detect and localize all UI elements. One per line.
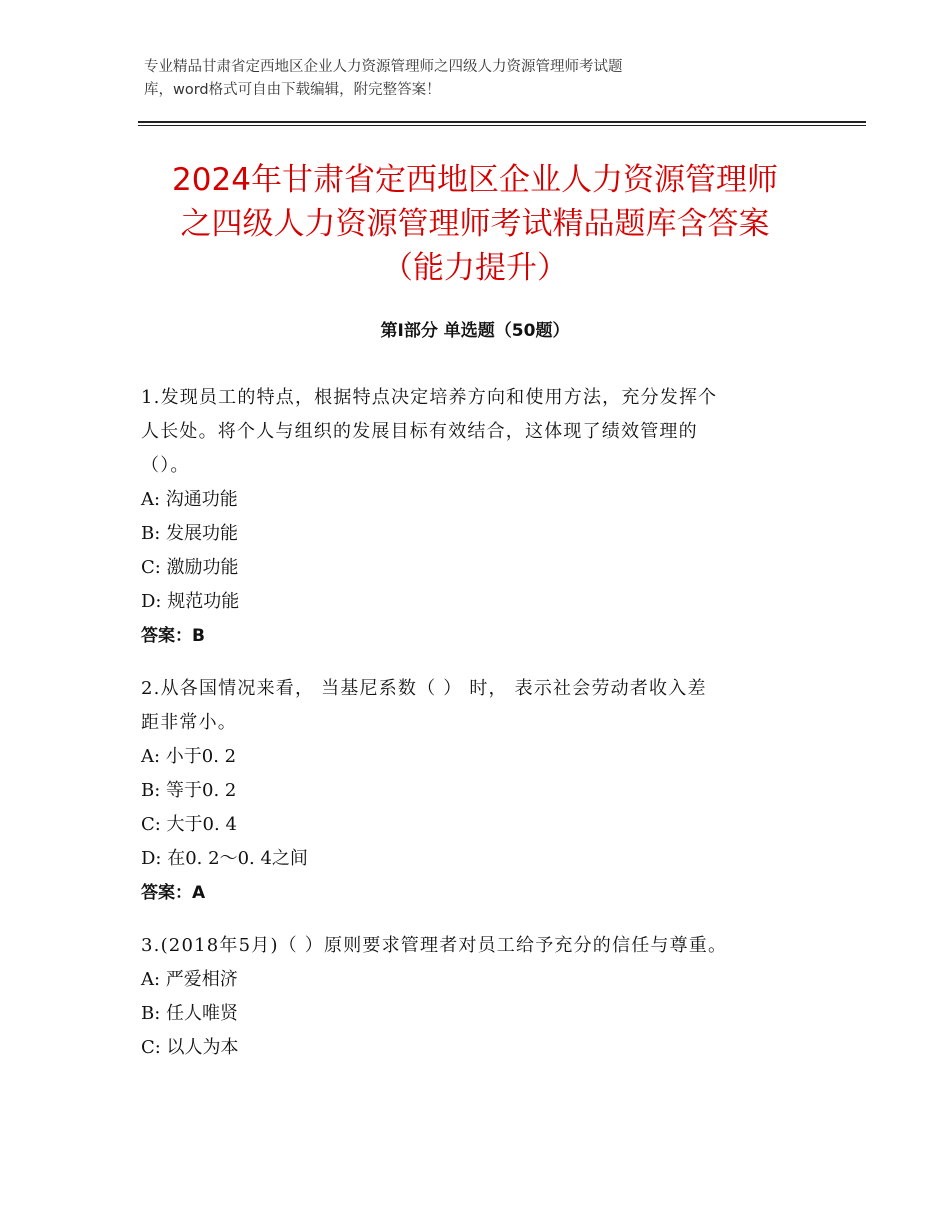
header-divider-thin <box>138 125 866 126</box>
question-stem-line: 人长处。将个人与组织的发展目标有效结合，这体现了绩效管理的 <box>141 421 698 442</box>
question-stem-line: 2.从各国情况来看， 当基尼系数（ ） 时， 表示社会劳动者收入差 <box>141 678 707 699</box>
question-list <box>141 381 811 1084</box>
answer-label: 答案：A <box>141 883 206 903</box>
header-line-1: 专业精品甘肃省定西地区企业人力资源管理师之四级人力资源管理师考试题 <box>144 59 623 75</box>
document-title <box>120 158 830 290</box>
title-line-1: 2024年甘肃省定西地区企业人力资源管理师 <box>172 162 778 198</box>
option-a: A: 沟通功能 <box>141 489 238 510</box>
option-c: C: 以人为本 <box>141 1037 239 1058</box>
header-line-2: 库，word格式可自由下载编辑，附完整答案！ <box>144 82 441 98</box>
title-line-2: 之四级人力资源管理师考试精品题库含答案 <box>180 206 770 242</box>
question-3 <box>141 929 811 1065</box>
header-note <box>144 56 784 102</box>
question-stem-line: 3.(2018年5月)（ ）原则要求管理者对员工给予充分的信任与尊重。 <box>141 935 728 956</box>
option-d: D: 规范功能 <box>141 591 240 612</box>
question-1 <box>141 381 811 653</box>
question-stem-line: 距非常小。 <box>141 712 237 733</box>
question-stem-line: （）。 <box>141 455 190 476</box>
option-b: B: 等于0. 2 <box>141 780 237 801</box>
section-heading: 第Ⅰ部分 单选题（50题） <box>380 321 570 341</box>
option-d: D: 在0. 2～0. 4之间 <box>141 848 308 869</box>
header-divider-thick <box>138 121 866 123</box>
option-b: B: 任人唯贤 <box>141 1003 239 1024</box>
option-a: A: 小于0. 2 <box>141 746 237 767</box>
option-c: C: 激励功能 <box>141 557 239 578</box>
title-line-3: （能力提升） <box>382 250 568 286</box>
question-stem-line: 1.发现员工的特点，根据特点决定培养方向和使用方法，充分发挥个 <box>141 387 718 408</box>
question-2 <box>141 672 811 910</box>
option-c: C: 大于0. 4 <box>141 814 237 835</box>
option-a: A: 严爱相济 <box>141 969 238 990</box>
option-b: B: 发展功能 <box>141 523 239 544</box>
answer-label: 答案：B <box>141 626 205 646</box>
